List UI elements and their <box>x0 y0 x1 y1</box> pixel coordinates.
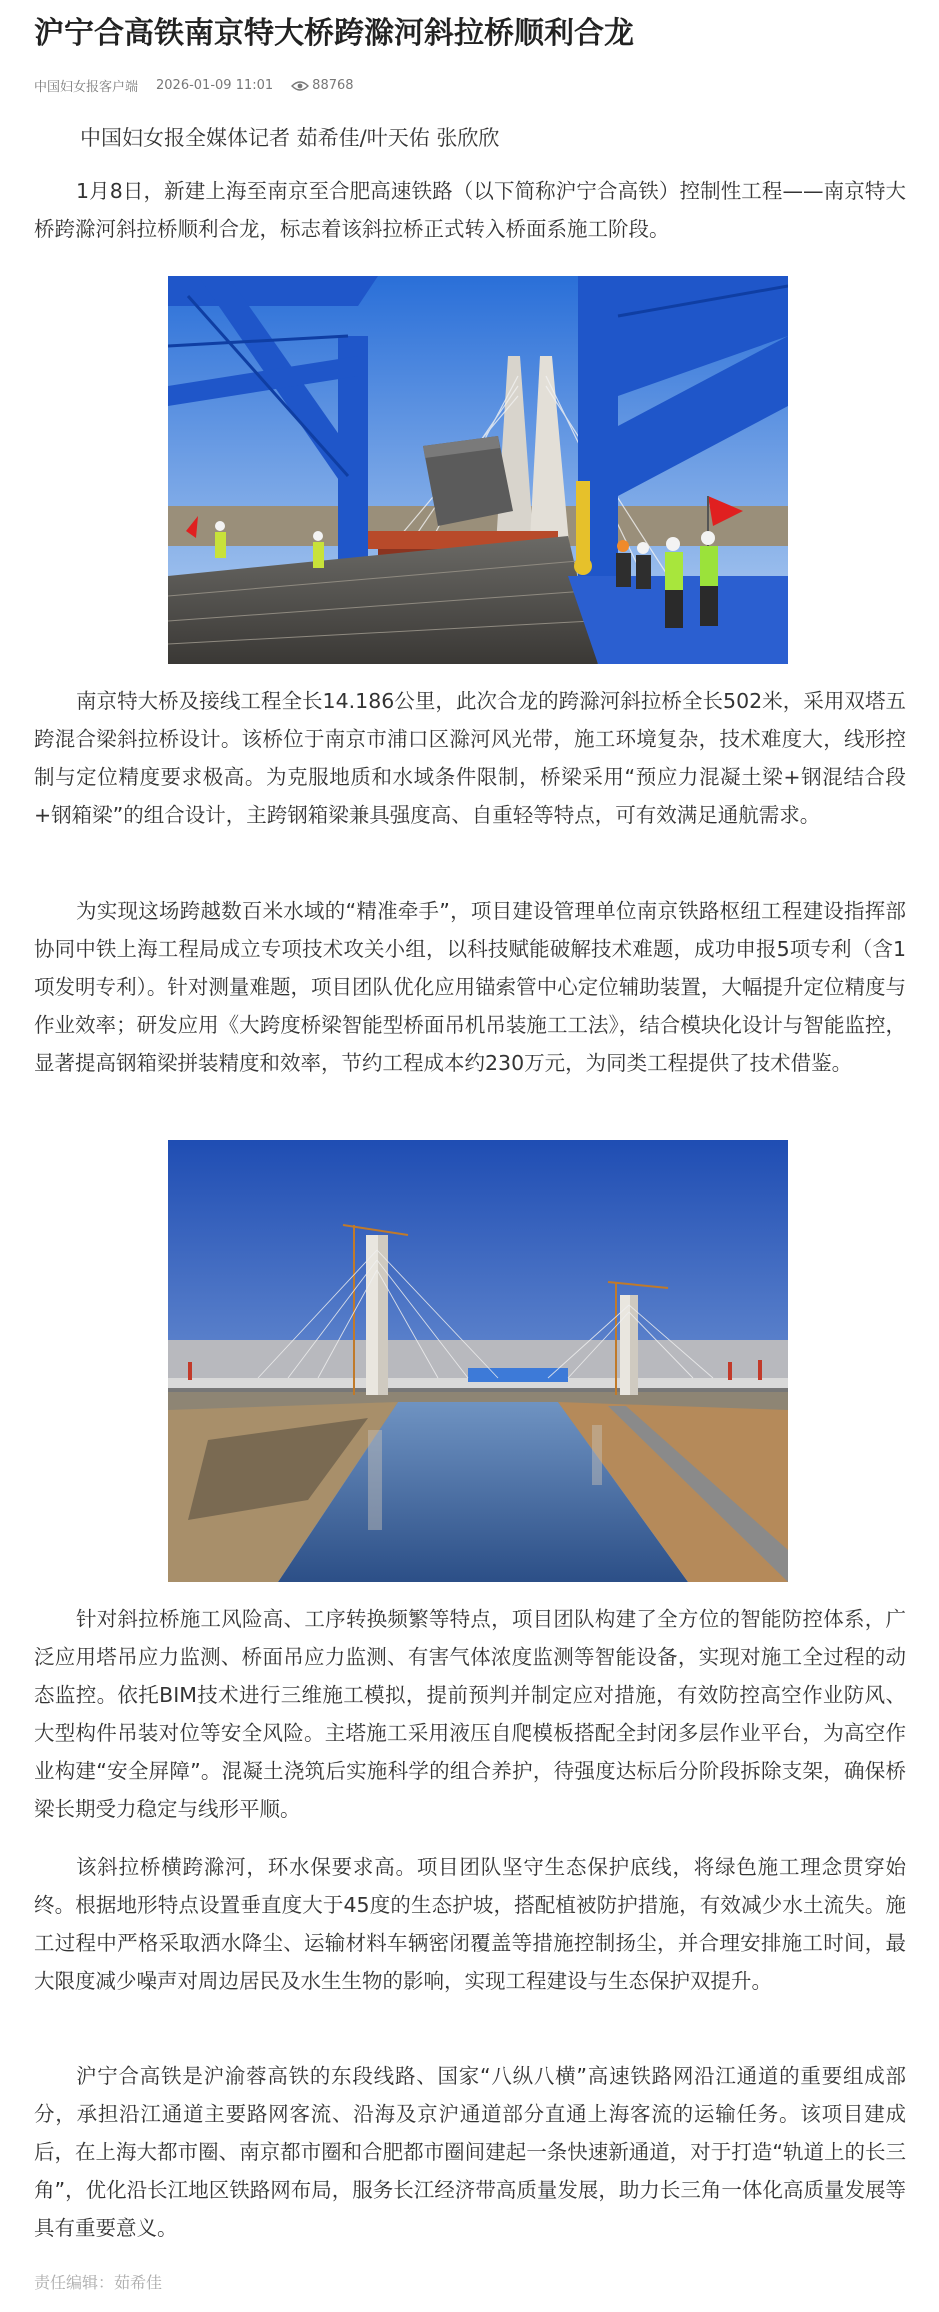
editor-credit: 责任编辑：茹希佳 <box>34 2273 163 2292</box>
byline: 中国妇女报全媒体记者 茹希佳/叶天佑 张欣欣 <box>80 126 500 150</box>
article-title: 沪宁合高铁南京特大桥跨滁河斜拉桥顺利合龙 <box>34 16 634 51</box>
paragraph: 针对斜拉桥施工风险高、工序转换频繁等特点，项目团队构建了全方位的智能防控体系，广泛应用塔吊应力监测、桥面吊应力监测、有害气体浓度监测等智能设备，实现对施工全过程的动态监控。依托BIM技术进行三维施工模拟，提前预判并制定应对措施，有效防控高空作业防风、大型构件吊装对位等安全风险。主塔施工采用液压自爬模板搭配全封闭多层作业平台，为高空作业构建“安全屏障”。混凝土浇筑后实施科学的组合养护，待强度达标后分阶段拆除支架，确保桥梁长期受力稳定与线形平顺。 <box>34 1607 906 1821</box>
paragraph: 南京特大桥及接线工程全长14.186公里，此次合龙的跨滁河斜拉桥全长502米，采用双塔五跨混合梁斜拉桥设计。该桥位于南京市浦口区滁河风光带，施工环境复杂，技术难度大，线形控制与定位精度要求极高。为克服地质和水域条件限制，桥梁采用“预应力混凝土梁+钢混结合段+钢箱梁”的组合设计，主跨钢箱梁兼具强度高、自重轻等特点，可有效满足通航需求。 <box>34 689 906 827</box>
view-count <box>291 78 371 93</box>
view-count-value: 88768 <box>312 78 354 93</box>
article-meta <box>34 76 372 95</box>
bridge-closure-construction-photo <box>168 276 788 664</box>
publish-time: 2026-01-09 11:01 <box>156 78 274 93</box>
eye-icon <box>291 80 309 92</box>
paragraph: 该斜拉桥横跨滁河，环水保要求高。项目团队坚守生态保护底线，将绿色施工理念贯穿始终。根据地形特点设置垂直度大于45度的生态护坡，搭配植被防护措施，有效减少水土流失。施工过程中严格采取洒水降尘、运输材料车辆密闭覆盖等措施控制扬尘，并合理安排施工时间，最大限度减少噪声对周边居民及水生生物的影响，实现工程建设与生态保护双提升。 <box>34 1855 906 1993</box>
paragraph: 为实现这场跨越数百米水域的“精准牵手”，项目建设管理单位南京铁路枢纽工程建设指挥部协同中铁上海工程局成立专项技术攻关小组，以科技赋能破解技术难题，成功申报5项专利（含1项发明专利）。针对测量难题，项目团队优化应用锚索管中心定位辅助装置，大幅提升定位精度与作业效率；研发应用《大跨度桥梁智能型桥面吊机吊装施工工法》，结合模块化设计与智能监控，显著提高钢箱梁拼装精度和效率，节约工程成本约230万元，为同类工程提供了技术借鉴。 <box>34 899 906 1075</box>
paragraph: 沪宁合高铁是沪渝蓉高铁的东段线路、国家“八纵八横”高速铁路网沿江通道的重要组成部分，承担沿江通道主要路网客流、沿海及京沪通道部分直通上海客流的运输任务。该项目建成后，在上海大都市圈、南京都市圈和合肥都市圈间建起一条快速新通道，对于打造“轨道上的长三角”，优化沿长江地区铁路网布局，服务长江经济带高质量发展，助力长三角一体化高质量发展等具有重要意义。 <box>34 2064 906 2240</box>
bridge-aerial-photo <box>168 1140 788 1582</box>
paragraph: 1月8日，新建上海至南京至合肥高速铁路（以下简称沪宁合高铁）控制性工程——南京特大桥跨滁河斜拉桥顺利合龙，标志着该斜拉桥正式转入桥面系施工阶段。 <box>34 179 906 241</box>
source-label: 中国妇女报客户端 <box>34 80 139 95</box>
